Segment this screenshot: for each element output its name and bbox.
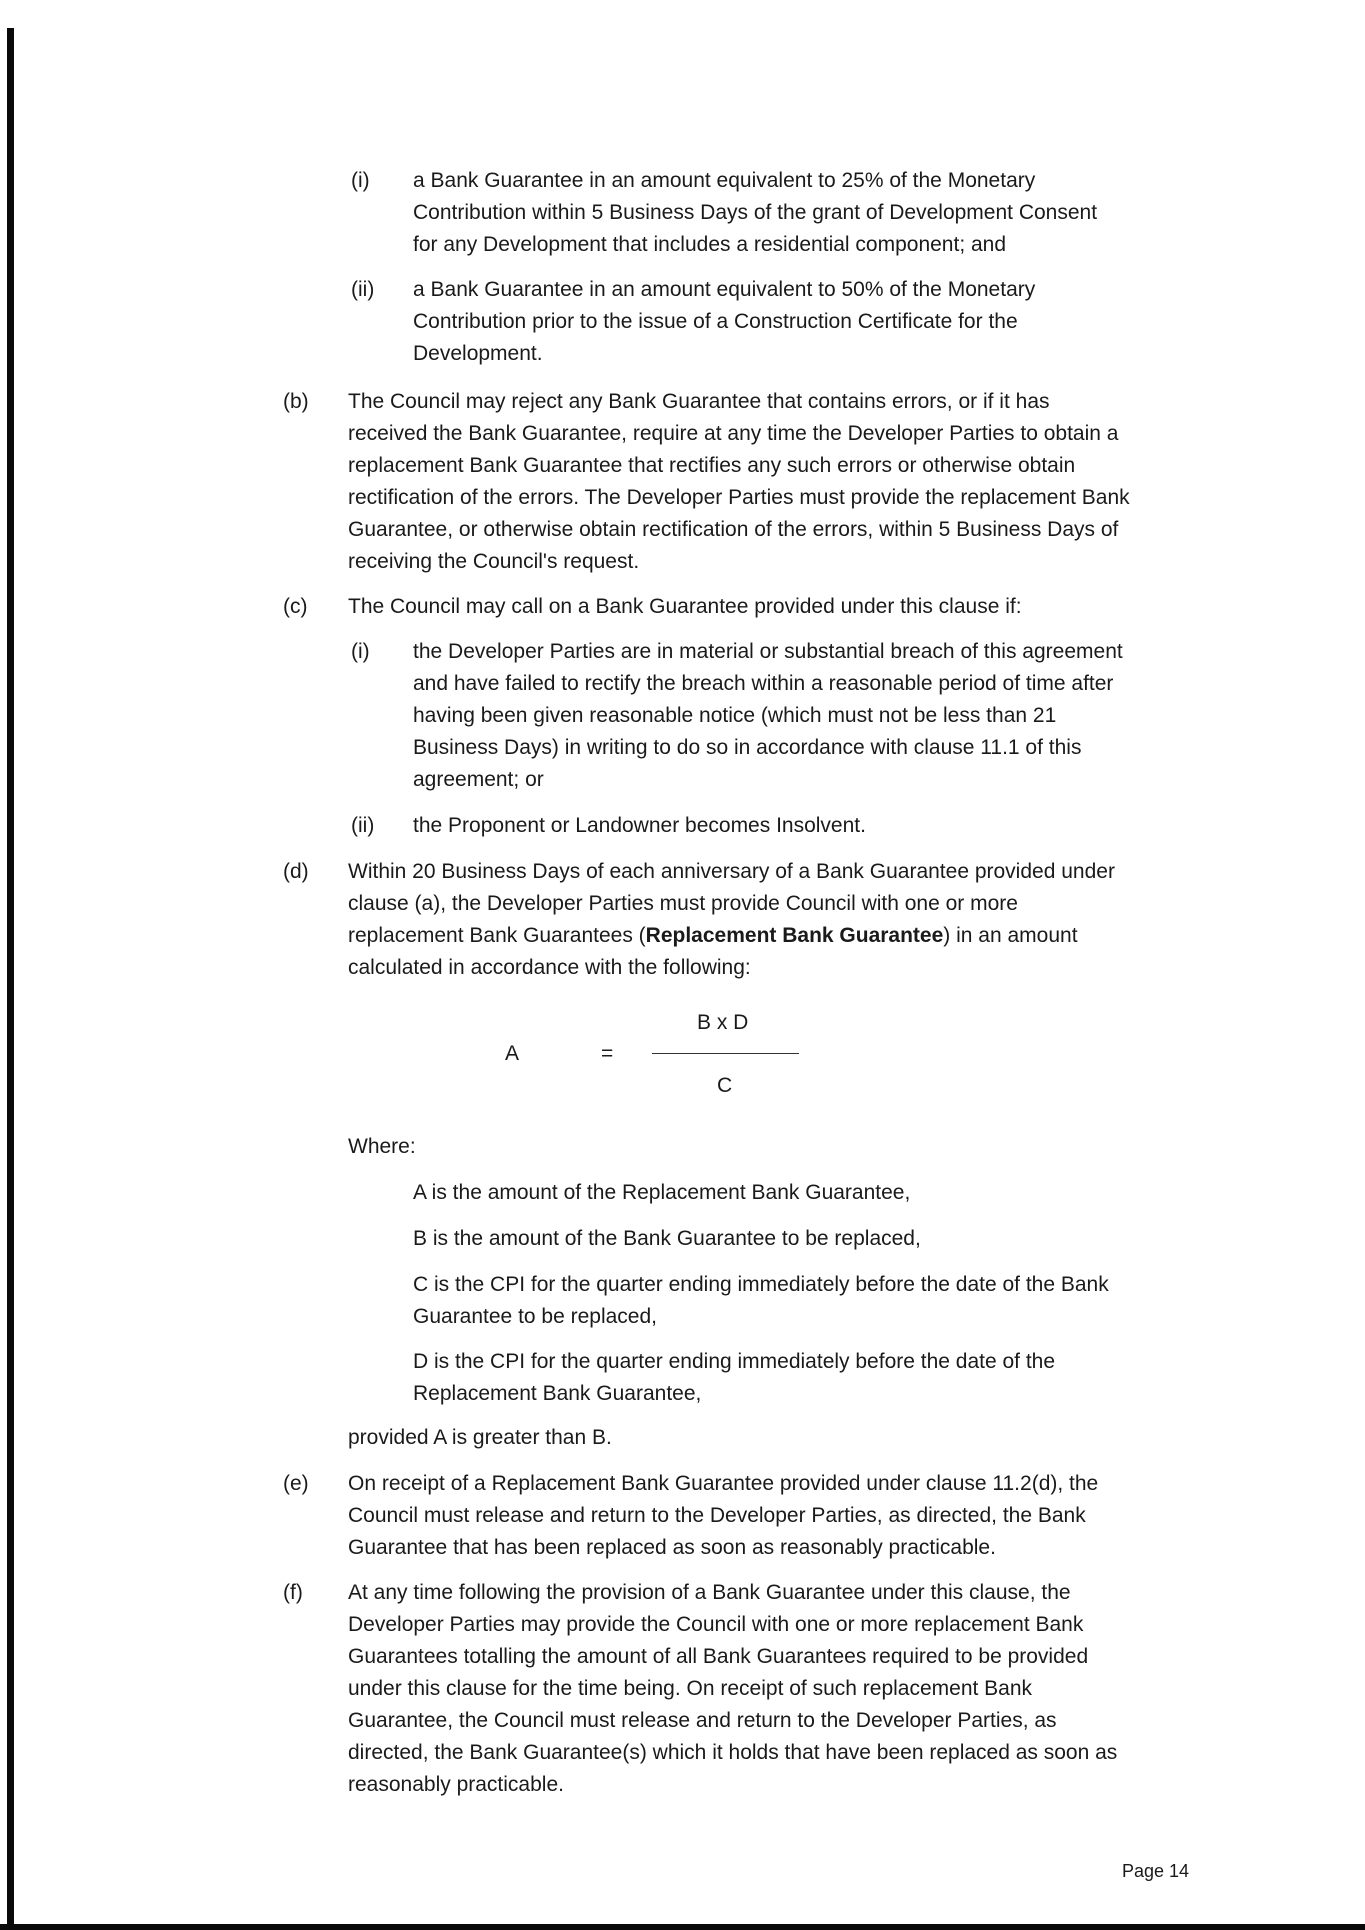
text-line: provided A is greater than B. xyxy=(348,1426,612,1449)
text-line: clause (a), the Developer Parties must provide Council with one or more xyxy=(348,892,1018,915)
clause-f-text xyxy=(348,1577,1117,1801)
formula-lhs: A xyxy=(505,1042,520,1065)
clause-c-i-text xyxy=(413,636,1123,796)
clause-d-text xyxy=(348,856,1115,984)
text-line: B is the amount of the Bank Guarantee to be replaced, xyxy=(413,1227,921,1250)
text-line: Guarantee that has been replaced as soon as reasonably practicable. xyxy=(348,1536,996,1559)
formula-denominator: C xyxy=(717,1074,733,1097)
definition-b xyxy=(413,1223,921,1255)
text-line: a Bank Guarantee in an amount equivalent to 25% of the Monetary xyxy=(413,169,1036,192)
text-line: Council must release and return to the Developer Parties, as directed, the Bank xyxy=(348,1504,1086,1527)
scan-left-edge-rule xyxy=(7,28,14,1930)
text-line: rectification of the errors. The Developer Parties must provide the replacement Bank xyxy=(348,486,1130,509)
clause-a-i-text xyxy=(413,165,1097,261)
text-line: under this clause for the time being. On receipt of such replacement Bank xyxy=(348,1677,1033,1700)
text-line: The Council may call on a Bank Guarantee provided under this clause if: xyxy=(348,595,1022,618)
text-line: At any time following the provision of a Bank Guarantee under this clause, the xyxy=(348,1581,1071,1604)
text-line: Development. xyxy=(413,342,543,365)
text-line: reasonably practicable. xyxy=(348,1773,564,1796)
text-line: Guarantee, or otherwise obtain rectification of the errors, within 5 Business Days of xyxy=(348,518,1119,541)
page-number: Page 14 xyxy=(1122,1861,1190,1881)
text-line: a Bank Guarantee in an amount equivalent to 50% of the Monetary xyxy=(413,278,1036,301)
text-line: received the Bank Guarantee, require at any time the Developer Parties to obtain a xyxy=(348,422,1119,445)
formula-fraction-bar xyxy=(652,1053,799,1054)
formula-numerator: B x D xyxy=(697,1011,749,1034)
text-line: calculated in accordance with the following: xyxy=(348,956,751,979)
clause-a-ii-number: (ii) xyxy=(351,278,375,301)
text-line: having been given reasonable notice (which must not be less than 21 xyxy=(413,704,1057,727)
text-line: D is the CPI for the quarter ending immediately before the date of the xyxy=(413,1350,1056,1373)
clause-e-number: (e) xyxy=(283,1472,309,1495)
clause-f-number: (f) xyxy=(283,1581,303,1604)
text-line: The Council may reject any Bank Guarantee that contains errors, or if it has xyxy=(348,390,1050,413)
text-line: On receipt of a Replacement Bank Guarantee provided under clause 11.2(d), the xyxy=(348,1472,1099,1495)
clause-d-number: (d) xyxy=(283,860,309,883)
definition-a xyxy=(413,1177,910,1209)
scan-bottom-edge-rule xyxy=(0,1924,1365,1930)
text-line: C is the CPI for the quarter ending immediately before the date of the Bank xyxy=(413,1273,1109,1296)
clause-b-number: (b) xyxy=(283,390,309,413)
proviso xyxy=(348,1422,612,1454)
text-line xyxy=(348,920,1115,952)
clause-a-ii-text xyxy=(413,274,1035,370)
text-line: directed, the Bank Guarantee(s) which it holds that have been replaced as soon as xyxy=(348,1741,1118,1764)
where-label xyxy=(348,1131,416,1163)
clause-c-ii-number: (ii) xyxy=(351,814,375,837)
text-line: Where: xyxy=(348,1135,416,1158)
clause-e-text xyxy=(348,1468,1098,1564)
text-line: A is the amount of the Replacement Bank Guarantee, xyxy=(413,1181,911,1204)
definition-c xyxy=(413,1269,1109,1333)
text-line: and have failed to rectify the breach within a reasonable period of time after xyxy=(413,672,1114,695)
clause-c-i-number: (i) xyxy=(351,640,370,663)
text-segment: replacement Bank Guarantees ( xyxy=(348,924,646,947)
defined-term-replacement-bank-guarantee: Replacement Bank Guarantee xyxy=(645,924,944,947)
text-line: the Proponent or Landowner becomes Insolvent. xyxy=(413,814,866,837)
text-line: for any Development that includes a residential component; and xyxy=(413,233,1007,256)
definition-d xyxy=(413,1346,1055,1410)
text-line: Contribution prior to the issue of a Construction Certificate for the xyxy=(413,310,1018,333)
text-line: Contribution within 5 Business Days of the grant of Development Consent xyxy=(413,201,1098,224)
text-line: Within 20 Business Days of each anniversary of a Bank Guarantee provided under xyxy=(348,860,1115,883)
text-line: agreement; or xyxy=(413,768,544,791)
text-line: Guarantee, the Council must release and return to the Developer Parties, as xyxy=(348,1709,1057,1732)
clause-b-text xyxy=(348,386,1130,578)
text-line: the Developer Parties are in material or substantial breach of this agreement xyxy=(413,640,1123,663)
text-line: replacement Bank Guarantee that rectifies any such errors or otherwise obtain xyxy=(348,454,1076,477)
clause-c-ii-text xyxy=(413,810,866,842)
formula-equals: = xyxy=(601,1042,614,1065)
clause-a-i-number: (i) xyxy=(351,169,370,192)
text-line: Guarantee to be replaced, xyxy=(413,1305,658,1328)
text-segment: ) in an amount xyxy=(943,924,1078,947)
text-line: Developer Parties may provide the Council with one or more replacement Bank xyxy=(348,1613,1084,1636)
text-line: receiving the Council's request. xyxy=(348,550,640,573)
text-line: Replacement Bank Guarantee, xyxy=(413,1382,702,1405)
text-line: Guarantees totalling the amount of all Bank Guarantees required to be provided xyxy=(348,1645,1089,1668)
clause-c-number: (c) xyxy=(283,595,308,618)
text-line: Business Days) in writing to do so in accordance with clause 11.1 of this xyxy=(413,736,1082,759)
clause-c-text xyxy=(348,591,1022,623)
